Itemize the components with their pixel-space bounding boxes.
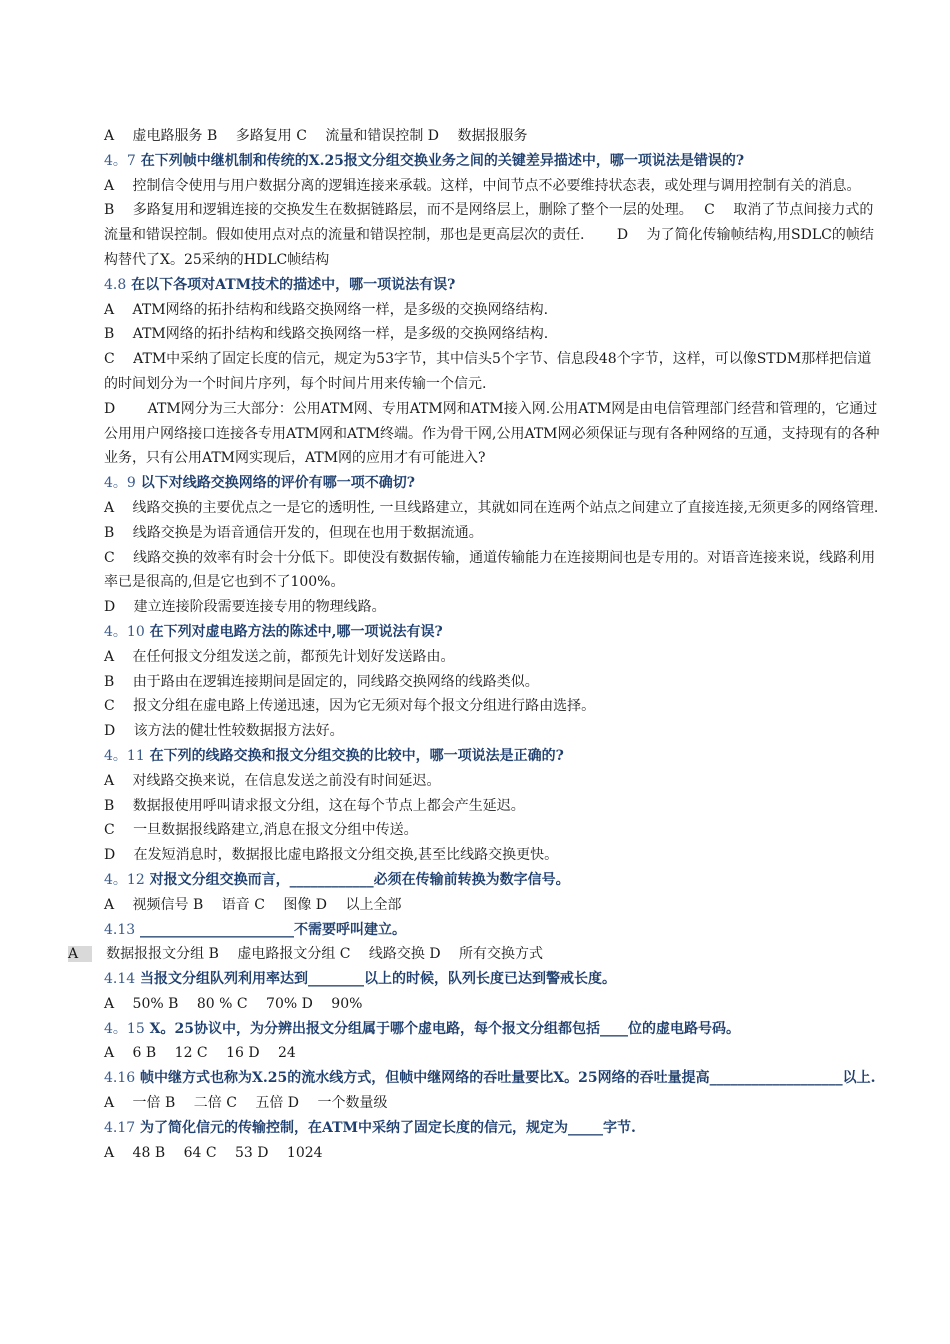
question-text: 以下对线路交换网络的评价有哪一项不确切? bbox=[135, 475, 415, 492]
question-number: 4。10 bbox=[104, 623, 145, 640]
options-line: B 线路交换是为语音通信开发的，但现在也用于数据流通。 bbox=[104, 524, 483, 541]
question-text: 帧中继方式也称为X.25的流水线方式，但帧中继网络的吞吐量要比X。25网络的吞吐量提高___________________以上. bbox=[135, 1070, 876, 1087]
question-line bbox=[104, 868, 884, 893]
question-text: X。25协议中，为分辨出报文分组属于哪个虚电路，每个报文分组都包括____位的虚电路号码。 bbox=[144, 1020, 740, 1037]
question-list bbox=[68, 124, 887, 1165]
options-line: D 建立连接阶段需要连接专用的物理线路。 bbox=[104, 599, 386, 616]
options-line: B ATM网络的拓扑结构和线路交换网络一样，是多级的交换网络结构. bbox=[104, 326, 549, 343]
question-number: 4。12 bbox=[104, 871, 145, 888]
options-line: A 视频信号 B 语音 C 图像 D 以上全部 bbox=[104, 896, 402, 913]
options-line: A 线路交换的主要优点之一是它的透明性, 一旦线路建立，其就如同在连两个站点之间建立了直接连接,无须更多的网络管理. bbox=[104, 499, 879, 516]
options-line: C 线路交换的效率有时会十分低下。即使没有数据传输，通道传输能力在连接期间也是专用的。对语音连接来说，线路利用率已是很高的,但是它也到不了100%。 bbox=[104, 549, 876, 591]
question-text: 当报文分组队列利用率达到________以上的时候，队列长度已达到警戒长度。 bbox=[135, 971, 617, 988]
question-line bbox=[104, 149, 884, 174]
options-line: D ATM网分为三大部分：公用ATM网、专用ATM网和ATM接入网.公用ATM网是由电信管理部门经营和管理的，它通过公用用户网络接口连接各专用ATM网和ATM终端。作为骨干网,公用ATM网必须保证与现有各种网络的互通，支持现有的各种业务，只有公用ATM网实现后，ATM网的应用才有可能进入? bbox=[104, 400, 880, 467]
question-line bbox=[104, 1017, 884, 1042]
question-line bbox=[104, 918, 884, 943]
options-line bbox=[68, 942, 884, 967]
options-line: A 6 B 12 C 16 D 24 bbox=[104, 1045, 296, 1062]
options-line: A 50% B 80 % C 70% D 90% bbox=[104, 995, 363, 1012]
question-number: 4.13 bbox=[104, 921, 136, 938]
question-text: 为了简化信元的传输控制，在ATM中采纳了固定长度的信元，规定为_____字节. bbox=[135, 1119, 636, 1136]
options-line: A 控制信令使用与用户数据分离的逻辑连接来承载。这样，中间节点不必要维持状态表，或处理与调用控制有关的消息。 B 多路复用和逻辑连接的交换发生在数据链路层，而不是网络层上，删除了整个一层的处理。 C 取消了节点间接力式的流量和错误控制。假如使用点对点的流量和错误控制，那也是更高层次的责任. D 为了简化传输帧结构,用SDLC的帧结构替代了X。25采纳的HDLC帧结构 bbox=[104, 177, 887, 268]
question-number: 4.17 bbox=[104, 1119, 136, 1136]
options-line: D 该方法的健壮性较数据报方法好。 bbox=[104, 723, 344, 740]
options-line: A 48 B 64 C 53 D 1024 bbox=[104, 1144, 323, 1161]
question-line bbox=[104, 620, 884, 645]
question-number: 4.14 bbox=[104, 971, 136, 988]
question-number: 4。7 bbox=[104, 152, 136, 169]
question-text: ______________________不需要呼叫建立。 bbox=[135, 921, 407, 938]
question-text: 在下列帧中继机制和传统的X.25报文分组交换业务之间的关键差异描述中，哪一项说法是错误的? bbox=[135, 152, 745, 169]
question-text: 对报文分组交换而言，____________必须在传输前转换为数字信号。 bbox=[144, 871, 570, 888]
question-line bbox=[104, 471, 884, 496]
options-line: D 在发短消息时，数据报比虚电路报文分组交换,甚至比线路交换更快。 bbox=[104, 847, 559, 864]
question-line bbox=[104, 273, 884, 298]
option-label-highlight: A bbox=[68, 946, 92, 962]
question-number: 4。15 bbox=[104, 1020, 145, 1037]
options-line: A 对线路交换来说，在信息发送之前没有时间延迟。 bbox=[104, 772, 441, 789]
options-line: A 虚电路服务 B 多路复用 C 流量和错误控制 D 数据报服务 bbox=[104, 128, 528, 144]
options-line: B 数据报使用呼叫请求报文分组，这在每个节点上都会产生延迟。 bbox=[104, 797, 525, 814]
question-text: 在下列的线路交换和报文分组交换的比较中，哪一项说法是正确的? bbox=[144, 747, 564, 764]
options-line: B 由于路由在逻辑连接期间是固定的，同线路交换网络的线路类似。 bbox=[104, 673, 539, 690]
question-line bbox=[104, 967, 884, 992]
options-line: A 一倍 B 二倍 C 五倍 D 一个数量级 bbox=[104, 1095, 388, 1112]
question-line bbox=[104, 744, 884, 769]
question-number: 4.16 bbox=[104, 1070, 136, 1087]
options-line: A 在任何报文分组发送之前，都预先计划好发送路由。 bbox=[104, 648, 455, 665]
options-line: C 报文分组在虚电路上传递迅速，因为它无须对每个报文分组进行路由选择。 bbox=[104, 698, 596, 715]
options-line: C 一旦数据报线路建立,消息在报文分组中传送。 bbox=[104, 822, 418, 839]
options-line: C ATM中采纳了固定长度的信元，规定为53字节，其中信头5个字节、信息段48个字节，这样，可以像STDM那样把信道的时间划分为一个时间片序列，每个时间片用来传输一个信元. bbox=[104, 351, 872, 392]
options-line: A ATM网络的拓扑结构和线路交换网络一样，是多级的交换网络结构. bbox=[104, 301, 549, 318]
question-number: 4.8 bbox=[104, 276, 127, 293]
question-line bbox=[104, 1116, 884, 1141]
question-text: 在下列对虚电路方法的陈述中,哪一项说法有误? bbox=[144, 623, 443, 640]
question-line bbox=[104, 1066, 884, 1091]
question-text: 在以下各项对ATM技术的描述中，哪一项说法有误? bbox=[126, 276, 456, 293]
question-number: 4。11 bbox=[104, 747, 145, 764]
question-number: 4。9 bbox=[104, 475, 136, 492]
options-text: 数据报报文分组 B 虚电路报文分组 C 线路交换 D 所有交换方式 bbox=[92, 946, 544, 963]
